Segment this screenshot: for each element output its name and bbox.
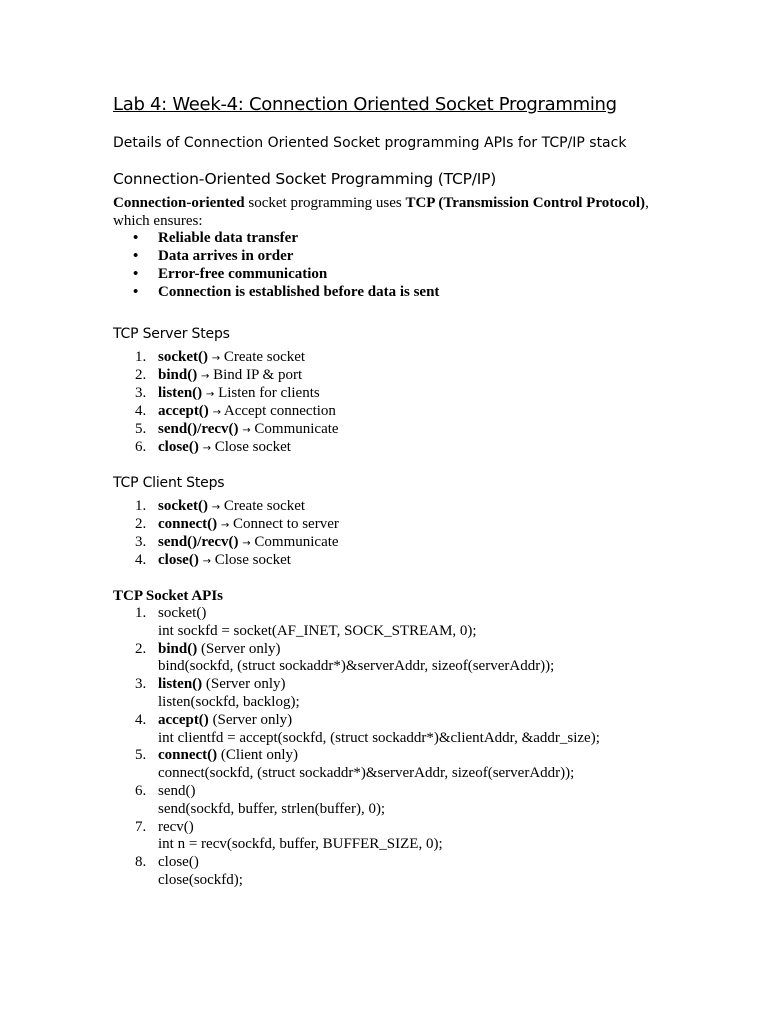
list-item xyxy=(113,384,339,402)
function-name: bind() xyxy=(158,367,198,383)
list-item xyxy=(113,819,600,855)
intro-text-end: , which ensures: xyxy=(113,195,649,229)
list-item xyxy=(113,420,339,438)
apis-list xyxy=(113,605,600,890)
api-name: listen() xyxy=(158,676,203,693)
list-item: • Reliable data transfer xyxy=(113,229,439,247)
item-number: 1. xyxy=(135,349,147,365)
server-steps-list xyxy=(113,348,339,456)
item-number: 1. xyxy=(135,605,147,621)
step-description: Create socket xyxy=(220,498,306,514)
item-number: 3. xyxy=(135,534,147,550)
list-item: • Data arrives in order xyxy=(113,247,439,265)
intro-bold-term: Connection-oriented xyxy=(113,195,245,211)
function-name: accept() xyxy=(158,403,209,419)
api-code: close(sockfd); xyxy=(158,871,243,888)
step-description: Communicate xyxy=(250,534,339,550)
list-item xyxy=(113,497,339,515)
item-number: 4. xyxy=(135,711,147,728)
list-item xyxy=(113,438,339,456)
function-name: send()/recv() xyxy=(158,421,239,437)
list-item xyxy=(113,747,600,783)
api-code: int n = recv(sockfd, buffer, BUFFER_SIZE, 0); xyxy=(158,836,443,853)
api-name: recv() xyxy=(158,818,194,835)
api-name: connect() xyxy=(158,747,218,764)
item-number: 2. xyxy=(135,640,147,657)
api-code: int clientfd = accept(sockfd, (struct sockaddr*)&clientAddr, &addr_size); xyxy=(158,729,600,746)
api-code: int sockfd = socket(AF_INET, SOCK_STREAM, 0); xyxy=(158,622,477,639)
arrow-icon: → xyxy=(212,407,221,418)
arrow-icon: → xyxy=(242,425,251,436)
arrow-icon: → xyxy=(200,371,210,382)
api-note: (Server only) xyxy=(208,711,293,728)
function-name: close() xyxy=(158,552,199,568)
item-number: 4. xyxy=(135,552,147,568)
step-description: Close socket xyxy=(210,439,291,455)
list-item xyxy=(113,366,339,384)
item-number: 5. xyxy=(135,747,147,764)
list-item xyxy=(113,783,600,819)
section-heading-tcp-ip: Connection-Oriented Socket Programming (TCP/IP) xyxy=(113,170,497,188)
list-item xyxy=(113,402,339,420)
item-number: 7. xyxy=(135,818,147,835)
api-name: close() xyxy=(158,854,199,871)
item-number: 5. xyxy=(135,421,147,437)
api-name: bind() xyxy=(158,640,198,657)
list-item xyxy=(113,533,339,551)
step-description: Bind IP & port xyxy=(209,367,303,383)
list-item xyxy=(113,605,600,641)
page-subtitle: Details of Connection Oriented Socket programming APIs for TCP/IP stack xyxy=(113,135,627,151)
api-note: (Client only) xyxy=(217,747,298,764)
list-item: • Error-free communication xyxy=(113,265,439,283)
apis-heading: TCP Socket APIs xyxy=(113,588,224,604)
tcp-features-list xyxy=(113,229,439,301)
item-number: 3. xyxy=(135,676,147,693)
item-number: 6. xyxy=(135,782,147,799)
function-name: socket() xyxy=(158,349,208,365)
client-steps-list xyxy=(113,497,339,569)
page-title: Lab 4: Week-4: Connection Oriented Socket Programming xyxy=(113,94,617,115)
api-code: connect(sockfd, (struct sockaddr*)&serverAddr, sizeof(serverAddr)); xyxy=(158,765,575,782)
api-code: send(sockfd, buffer, strlen(buffer), 0); xyxy=(158,800,386,817)
function-name: socket() xyxy=(158,498,208,514)
arrow-icon: → xyxy=(202,556,211,567)
item-number: 8. xyxy=(135,854,147,871)
list-item xyxy=(113,854,600,890)
step-description: Close socket xyxy=(210,552,291,568)
list-item xyxy=(113,348,339,366)
intro-text: socket programming uses xyxy=(244,195,406,211)
list-item xyxy=(113,641,600,677)
api-note: (Server only) xyxy=(197,640,281,657)
arrow-icon: → xyxy=(202,443,211,454)
list-item xyxy=(113,712,600,748)
step-description: Connect to server xyxy=(229,516,339,532)
client-steps-heading: TCP Client Steps xyxy=(113,475,225,491)
function-name: listen() xyxy=(158,385,203,401)
api-name: accept() xyxy=(158,711,209,728)
item-number: 2. xyxy=(135,516,147,532)
item-number: 4. xyxy=(135,403,147,419)
api-name: socket() xyxy=(158,605,207,621)
function-name: close() xyxy=(158,439,199,455)
intro-bold-protocol: TCP (Transmission Control Protocol) xyxy=(405,195,646,211)
item-number: 2. xyxy=(135,367,147,383)
arrow-icon: → xyxy=(242,538,251,549)
step-description: Communicate xyxy=(250,421,339,437)
api-name: send() xyxy=(158,782,196,799)
step-description: Listen for clients xyxy=(214,385,320,401)
item-number: 3. xyxy=(135,385,147,401)
step-description: Create socket xyxy=(220,349,306,365)
list-item xyxy=(113,676,600,712)
step-description: Accept connection xyxy=(220,403,336,419)
item-number: 6. xyxy=(135,439,147,455)
api-code: listen(sockfd, backlog); xyxy=(158,693,300,710)
arrow-icon: → xyxy=(211,353,221,364)
server-steps-heading: TCP Server Steps xyxy=(113,326,230,342)
arrow-icon: → xyxy=(211,502,221,513)
intro-paragraph xyxy=(113,194,673,230)
item-number: 1. xyxy=(135,498,147,514)
function-name: send()/recv() xyxy=(158,534,239,550)
list-item: • Connection is established before data is sent xyxy=(113,283,439,301)
function-name: connect() xyxy=(158,516,218,532)
arrow-icon: → xyxy=(220,520,230,531)
list-item xyxy=(113,515,339,533)
arrow-icon: → xyxy=(205,389,215,400)
api-code: bind(sockfd, (struct sockaddr*)&serverAddr, sizeof(serverAddr)); xyxy=(158,658,555,675)
api-note: (Server only) xyxy=(202,676,286,693)
list-item xyxy=(113,551,339,569)
